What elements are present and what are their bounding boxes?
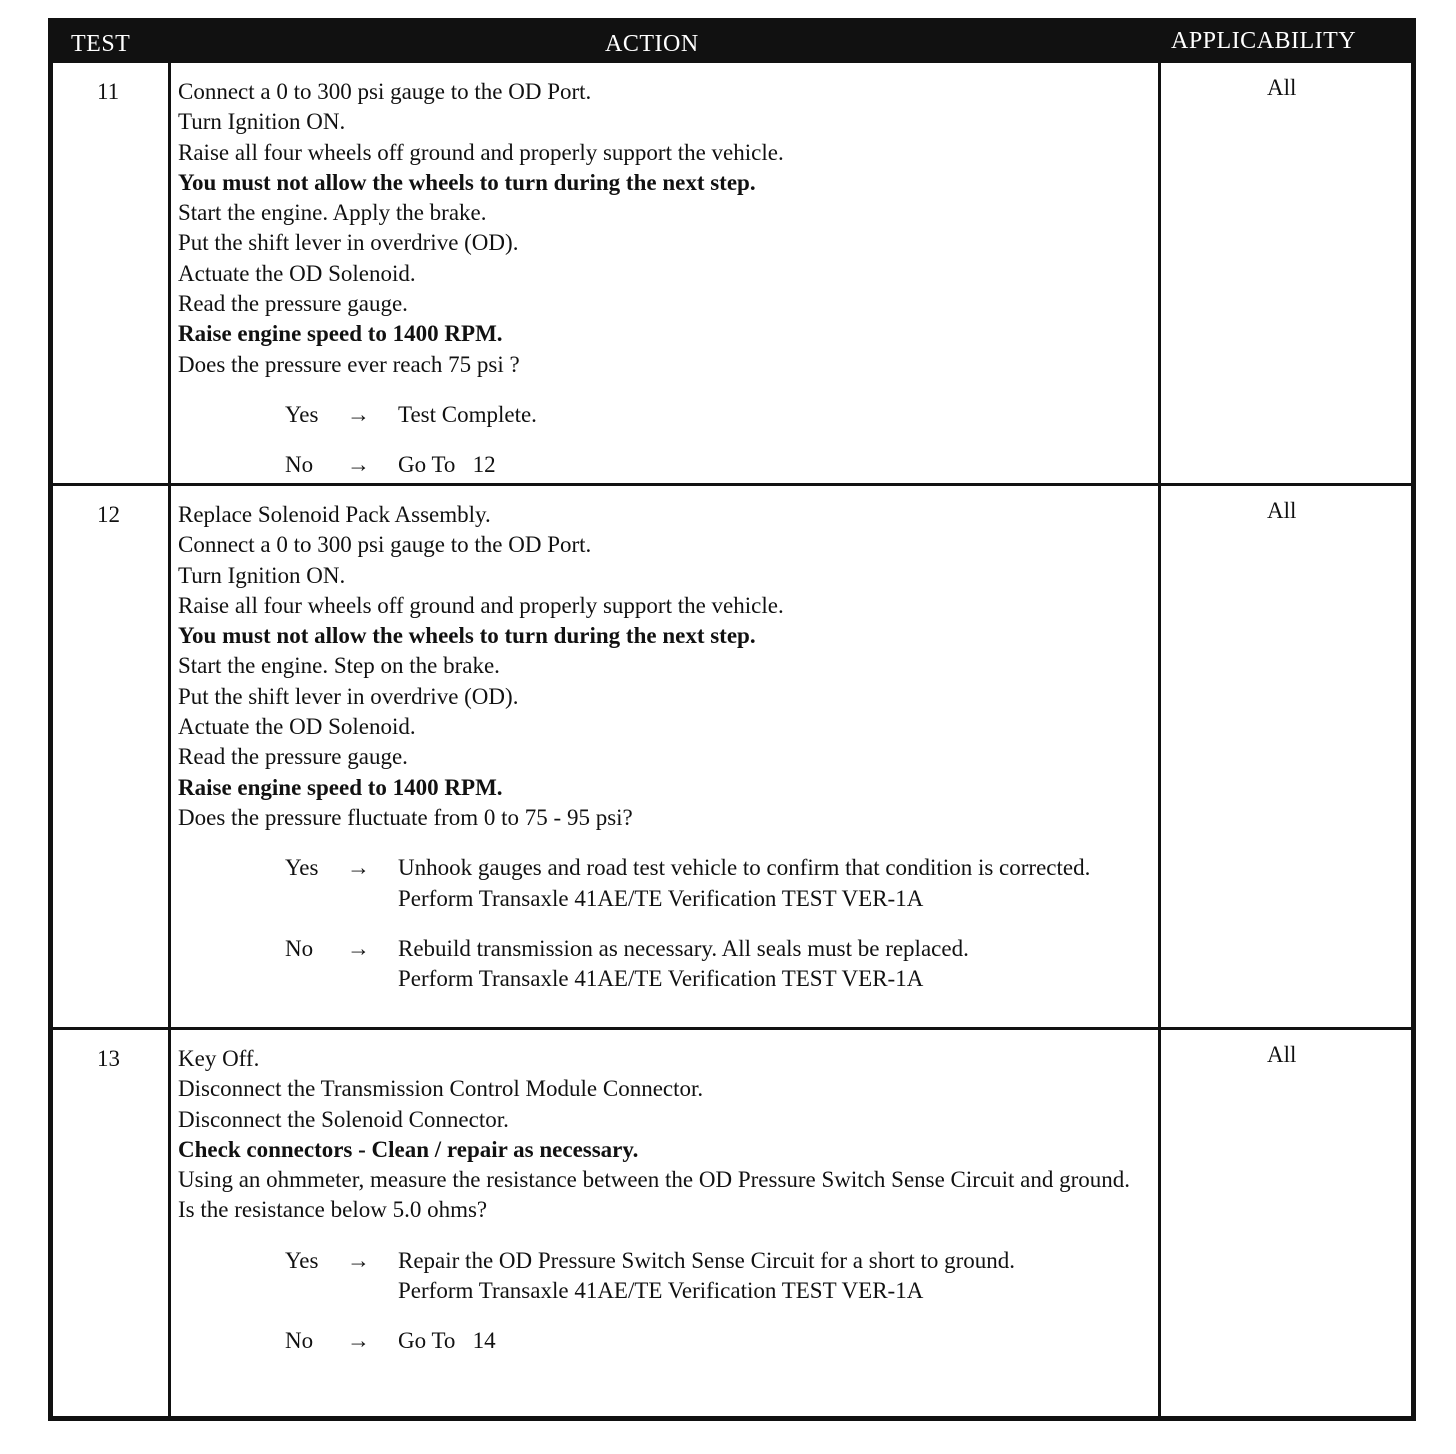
branch-text: Test Complete.: [398, 401, 537, 427]
action-line: Start the engine. Apply the brake.: [178, 200, 487, 226]
no-branch: [285, 934, 1158, 995]
action-line: Raise all four wheels off ground and properly support the vehicle.: [178, 139, 784, 165]
yes-branch: [285, 853, 1158, 914]
warning-line: Raise engine speed to 1400 RPM.: [178, 321, 503, 347]
action-line: Actuate the OD Solenoid.: [178, 714, 416, 740]
action-line: Disconnect the Solenoid Connector.: [178, 1106, 509, 1132]
branch-text: Rebuild transmission as necessary. All seals must be replaced.: [398, 935, 969, 961]
yes-label: Yes: [285, 401, 319, 427]
action-line: Read the pressure gauge.: [178, 744, 408, 770]
action-line: Connect a 0 to 300 psi gauge to the OD Port.: [178, 79, 592, 104]
branch-text: Perform Transaxle 41AE/TE Verification TEST VER-1A: [398, 1278, 924, 1304]
table-header: [53, 23, 1411, 63]
branch-text: Go To 12: [398, 452, 496, 478]
branch-text: Perform Transaxle 41AE/TE Verification TEST VER-1A: [398, 966, 924, 992]
action-line: Connect a 0 to 300 psi gauge to the OD Port.: [178, 532, 592, 558]
column-divider: [168, 63, 171, 1416]
action-line: Raise all four wheels off ground and properly support the vehicle.: [178, 592, 784, 618]
branch-text: Unhook gauges and road test vehicle to confirm that condition is corrected.: [398, 855, 1091, 881]
action-line: Turn Ignition ON.: [178, 109, 346, 135]
header-test: TEST: [71, 31, 131, 57]
no-label: No: [285, 452, 314, 478]
no-label: No: [285, 1328, 314, 1354]
header-applicability: APPLICABILITY: [1171, 28, 1357, 54]
no-branch: [285, 450, 1158, 480]
applicability-value: All: [1267, 75, 1297, 100]
action-cell: [178, 500, 1158, 994]
header-action: ACTION: [605, 31, 699, 57]
arrow-icon: →: [347, 401, 370, 427]
test-number: 11: [97, 79, 120, 104]
yes-branch: [285, 1246, 1158, 1307]
test-number: 12: [97, 502, 120, 527]
action-line: Disconnect the Transmission Control Module Connector.: [178, 1076, 704, 1102]
applicability-value: All: [1267, 498, 1297, 523]
diagnostic-table: [48, 18, 1416, 1421]
applicability-value: All: [1267, 1042, 1297, 1067]
action-line: Put the shift lever in overdrive (OD).: [178, 230, 519, 256]
action-line: Key Off.: [178, 1046, 260, 1071]
question-line: Does the pressure ever reach 75 psi ?: [178, 351, 520, 377]
branch-text: Repair the OD Pressure Switch Sense Circuit for a short to ground.: [398, 1247, 1016, 1273]
action-line: Start the engine. Step on the brake.: [178, 653, 500, 679]
arrow-icon: →: [347, 855, 370, 881]
column-divider: [1158, 63, 1161, 1416]
action-line: Actuate the OD Solenoid.: [178, 260, 416, 286]
action-line: Using an ohmmeter, measure the resistance between the OD Pressure Switch Sense Circuit and ground.: [178, 1167, 1131, 1193]
arrow-icon: →: [347, 1247, 370, 1273]
branch-text: Go To 14: [398, 1328, 496, 1354]
question-line: Does the pressure fluctuate from 0 to 75 - 95 psi?: [178, 804, 633, 830]
action-cell: [178, 1044, 1158, 1357]
arrow-icon: →: [347, 452, 370, 478]
no-branch: [285, 1326, 1158, 1356]
warning-line: Check connectors - Clean / repair as necessary.: [178, 1136, 639, 1162]
warning-line: You must not allow the wheels to turn during the next step.: [178, 169, 756, 195]
arrow-icon: →: [347, 935, 370, 961]
row-divider: [53, 483, 1411, 486]
branch-text: Perform Transaxle 41AE/TE Verification TEST VER-1A: [398, 885, 924, 911]
action-line: Put the shift lever in overdrive (OD).: [178, 683, 519, 709]
action-cell: [178, 77, 1158, 481]
arrow-icon: →: [347, 1328, 370, 1354]
action-line: Read the pressure gauge.: [178, 291, 408, 317]
action-line: Turn Ignition ON.: [178, 562, 346, 588]
action-line: Replace Solenoid Pack Assembly.: [178, 502, 491, 527]
yes-branch: [285, 400, 1158, 430]
yes-label: Yes: [285, 1247, 319, 1273]
question-line: Is the resistance below 5.0 ohms?: [178, 1197, 488, 1223]
warning-line: Raise engine speed to 1400 RPM.: [178, 774, 503, 800]
test-number: 13: [97, 1046, 120, 1071]
row-divider: [53, 1027, 1411, 1030]
no-label: No: [285, 935, 314, 961]
warning-line: You must not allow the wheels to turn during the next step.: [178, 623, 756, 649]
yes-label: Yes: [285, 855, 319, 881]
